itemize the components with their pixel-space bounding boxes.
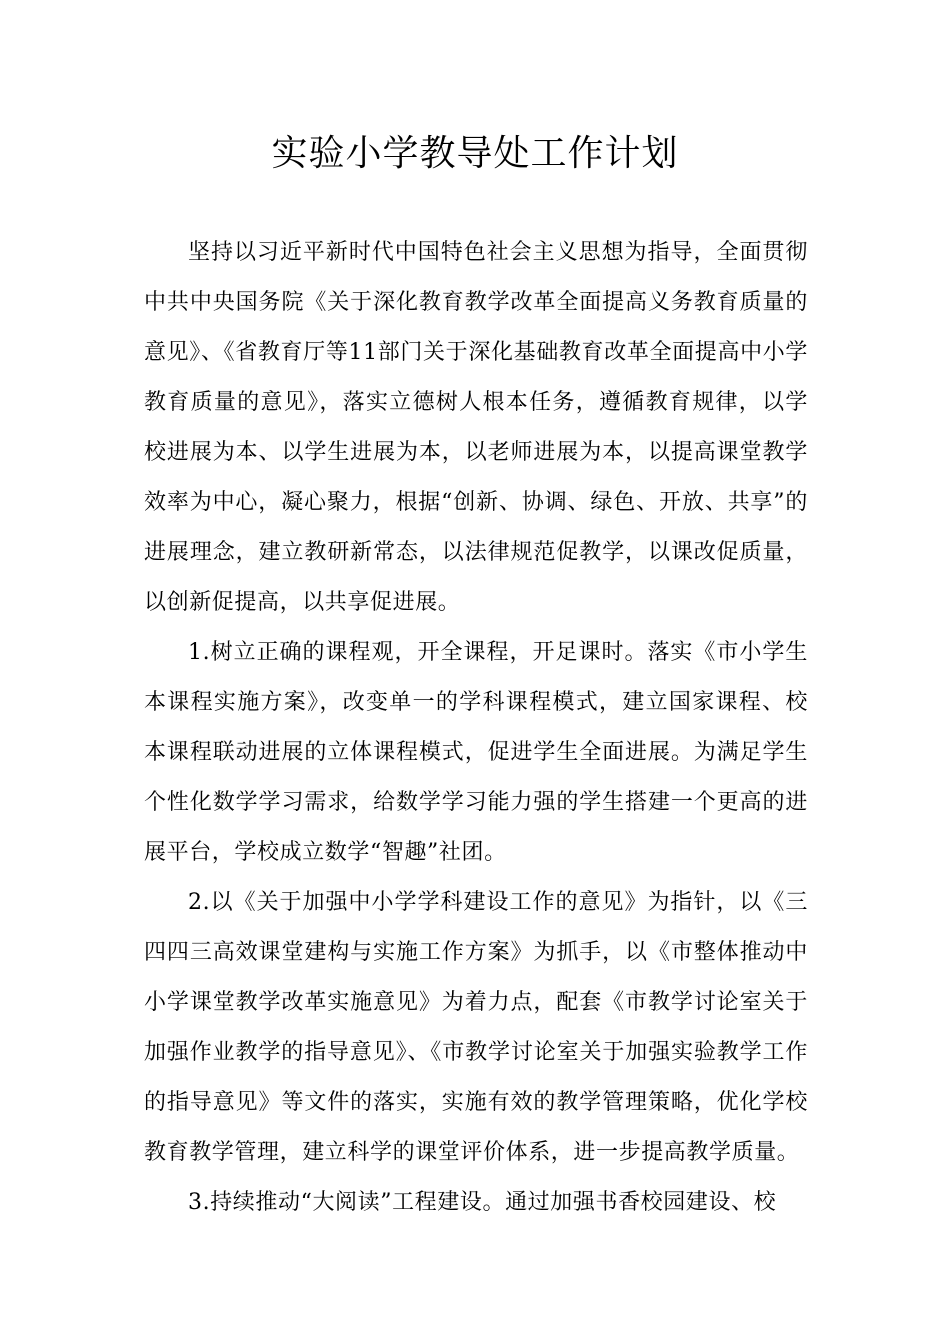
paragraph-item-2: 2.以《关于加强中小学学科建设工作的意见》为指针，以《三四四三高效课堂建构与实施工作方案》为抓手，以《市整体推动中小学课堂教学改革实施意见》为着力点，配套《市教学讨论室关于加强作业教学的指导意见》、《市教学讨论室关于加强实验教学工作的指导意见》等文件的落实，实施有效的教学管理策略，优化学校教育教学管理，建立科学的课堂评价体系，进一步提高教学质量。: [144, 890, 808, 1165]
paragraph-item-3: 3.持续推动“大阅读”工程建设。通过加强书香校园建设、校: [188, 1190, 777, 1215]
paragraph-intro: 坚持以习近平新时代中国特色社会主义思想为指导，全面贯彻中共中央国务院《关于深化教育教学改革全面提高义务教育质量的意见》、《省教育厅等11部门关于深化基础教育改革全面提高中小学教育质量的意见》，落实立德树人根本任务，遵循教育规律，以学校进展为本、以学生进展为本，以老师进展为本，以提高课堂教学效率为中心，凝心聚力，根据“创新、协调、绿色、开放、共享”的进展理念，建立教研新常态，以法律规范促教学，以课改促质量，以创新促提高，以共享促进展。: [144, 240, 808, 615]
document-title: 实验小学教导处工作计划: [271, 133, 679, 174]
paragraph-item-1: 1.树立正确的课程观，开全课程，开足课时。落实《市小学生本课程实施方案》，改变单一的学科课程模式，建立国家课程、校本课程联动进展的立体课程模式，促进学生全面进展。为满足学生个性化数学学习需求，给数学学习能力强的学生搭建一个更高的进展平台，学校成立数学“智趣”社团。: [144, 640, 808, 865]
document-body: [144, 228, 808, 1228]
